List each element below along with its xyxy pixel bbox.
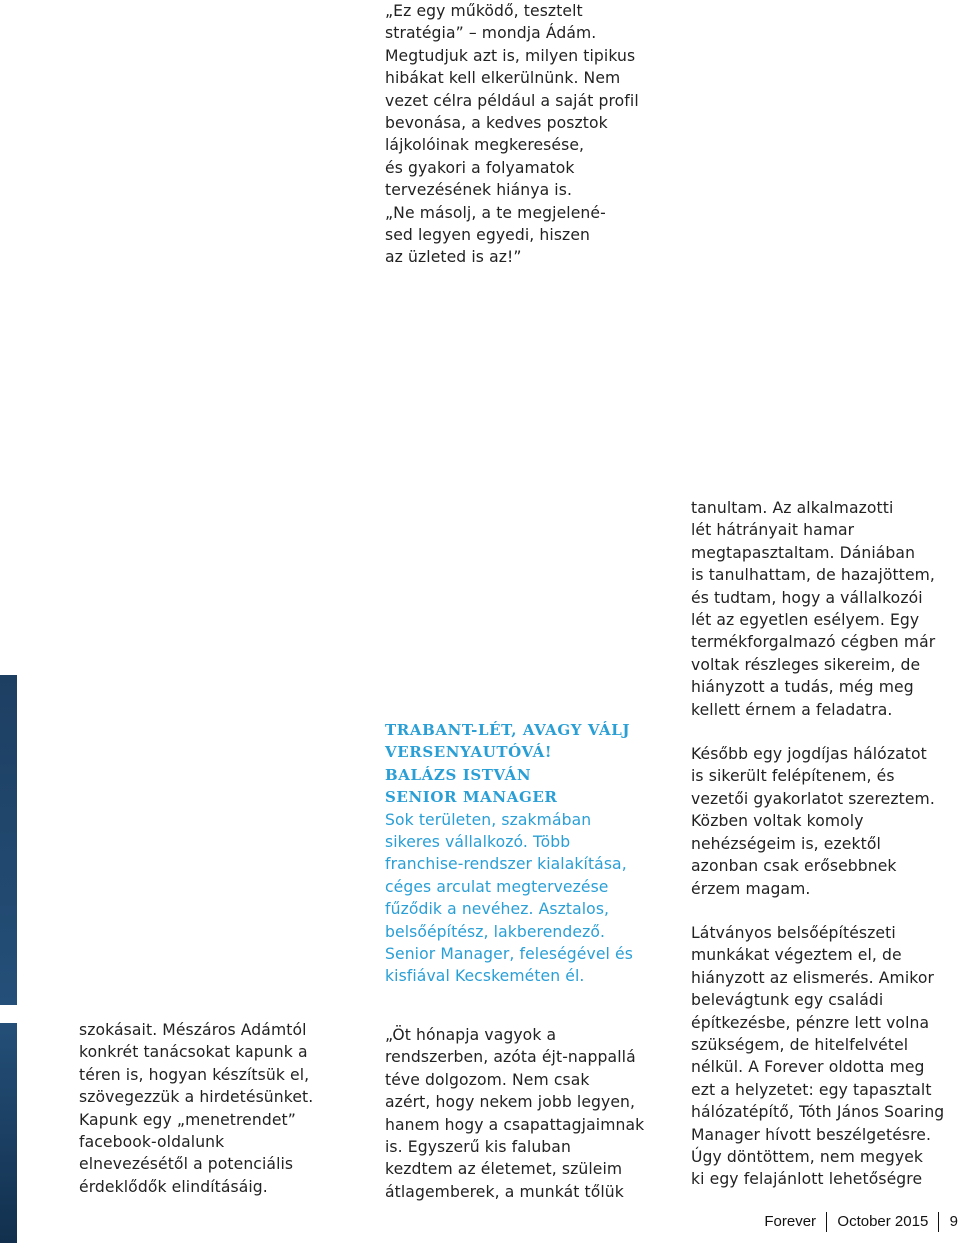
right-paragraph-1: tanultam. Az alkalmazotti lét hátrányait hamar megtapasztaltam. Dániában is tanulhattam, de hazajöttem, és tudtam, hogy a vállalkozói lét az egyetlen esélyem. Egy termékforgalmazó cégben már voltak részleges sikereim, de hiányzott a tudás, még meg kellett érnem a feladatra. xyxy=(691,499,936,719)
page-footer xyxy=(764,1211,960,1233)
top-column-text: „Ez egy működő, tesztelt stratégia” – mondja Ádám. Megtudjuk azt is, milyen tipikus hibákat kell elkerülnünk. Nem vezet célra például a saját profil bevonása, a kedves posztok lájkolóinak megkeresése, és gyakori a folyamatok tervezésének hiánya is. „Ne másolj, a te megjelené- sed legyen egyedi, hiszen az üzleted is az!” xyxy=(385,2,639,267)
right-paragraph-2: Később egy jogdíjas hálózatot is sikerült felépítenem, és vezetői gyakorlatot szereztem. Közben voltak komoly nehézségeim is, ezektől azonban csak erősebbnek érzem magam. xyxy=(691,745,935,898)
footer-page-number: 9 xyxy=(949,1213,958,1230)
top-column xyxy=(385,0,685,269)
right-column xyxy=(691,497,960,1191)
footer-divider xyxy=(826,1212,827,1232)
photo-edge-strip-bottom xyxy=(0,1023,17,1243)
footer-divider xyxy=(938,1212,939,1232)
profile-bio: Sok területen, szakmában sikeres vállalkozó. Több franchise-rendszer kialakítása, céges arculat megtervezése fűződik a nevéhez. Asztalos, belsőépítész, lakberendező. Senior Manager, feleségével és kisfiával Kecskeméten él. xyxy=(385,810,633,986)
left-column xyxy=(79,1019,339,1198)
profile-box xyxy=(385,719,675,988)
left-column-text: szokásait. Mészáros Adámtól konkrét tanácsokat kapunk a téren is, hogyan készítsük el, szövegezzük a hirdetésünket. Kapunk egy „menetrendet” facebook-oldalunk elnevezésétől a potenciális érdeklődők elindításáig. xyxy=(79,1021,314,1196)
right-paragraph-3: Látványos belsőépítészeti munkákat végeztem el, de hiányzott az elismerés. Amikor belevágtunk egy családi építkezésbe, pénzre lett volna szükségem, de hitelfelvétel nélkül. A Forever oldotta meg ezt a helyzetet: egy tapasztalt hálózatépítő, Tóth János Soaring Manager hívott beszélgetésre. Úgy döntöttem, nem megyek ki egy felajánlott lehetőségre xyxy=(691,923,945,1189)
middle-quote-text: „Öt hónapja vagyok a rendszerben, azóta éjt-nappallá téve dolgozom. Nem csak azért, hogy nekem jobb legyen, hanem hogy a csapattagjaimnak is. Egyszerű kis faluban kezdtem az életemet, szüleim átlagemberek, a munkát tőlük xyxy=(385,1026,645,1201)
profile-headline: TRABANT-LÉT, AVAGY VÁLJ VERSENYAUTÓVÁ! BALÁZS ISTVÁN SENIOR MANAGER xyxy=(385,721,631,807)
photo-edge-strip-top xyxy=(0,675,17,1005)
footer-brand: Forever xyxy=(764,1213,817,1230)
footer-issue: October 2015 xyxy=(837,1213,929,1230)
middle-quote-column xyxy=(385,1024,675,1203)
